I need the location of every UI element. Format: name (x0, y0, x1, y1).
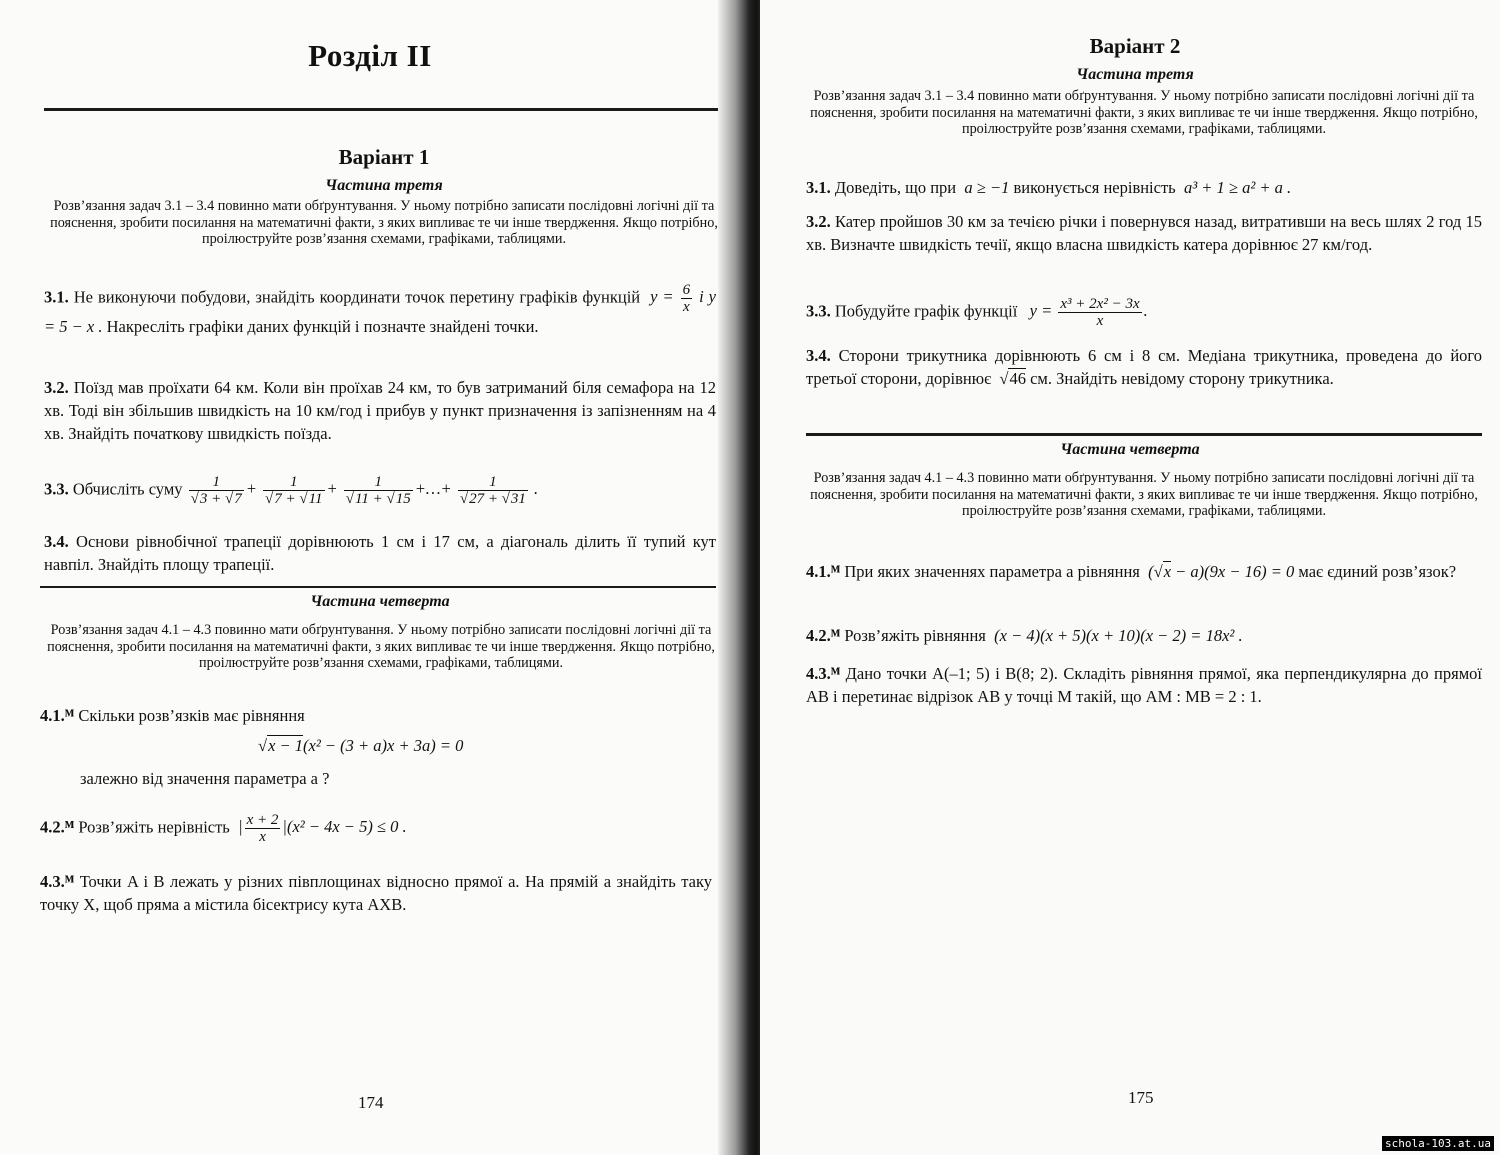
task-number: 3.2. (44, 378, 69, 397)
function-3-3: y = $\frac{\text{x³ + 2x² − 3x}}{x}$ . (1021, 296, 1148, 329)
divider (40, 586, 716, 588)
task-text: Побудуйте графік функції (834, 301, 1018, 321)
task-text: Обчисліть суму (72, 479, 183, 499)
task-3-2 (44, 376, 716, 445)
formula-1: y = $\frac{6}{x}$ і y = 5 − x . (44, 282, 716, 336)
task-4-2 (806, 624, 1482, 647)
task-number: 3.1. (44, 287, 69, 307)
sum-formula: $\frac{1}{√3 + √7}$ + $\frac{1}{√7 + √11}$ + $\frac{1}{√11 + √15}$ +…+ $\frac{1}{√27 + √31}$ . (190, 474, 539, 507)
section-title: Розділ II (308, 38, 432, 73)
task-text: Розв’яжіть рівняння (844, 626, 986, 645)
task-text: Поїзд мав проїхати 64 км. Коли він проїхав 24 км, то був затриманий біля семафора на 12 хв. Тоді він збільшив швидкість на 10 км/год і прибув у пункт призначення із запізненням на 4 хв. Знайдіть початкову швидкість поїзда. (44, 378, 717, 443)
equation-4-1: (√x − a)(9x − 16) = 0 (1144, 562, 1299, 581)
task-text: Сторони трикутника дорівнюють 6 см і 8 см. Медіана трикутника, проведена до його третьої сторони, дорівнює (806, 346, 1483, 388)
variant-title: Варіант 2 (1089, 34, 1181, 58)
task-3-1 (44, 282, 716, 338)
task-3-3 (806, 296, 1482, 329)
page-number: 175 (1128, 1088, 1154, 1107)
task-3-3 (44, 474, 716, 507)
task-text: Основи рівнобічної трапеції дорівнюють 1 см і 17 см, а діагональ ділить її тупий кут навпіл. Знайдіть площу трапеції. (44, 532, 717, 574)
part3-title: Частина третя (325, 177, 443, 194)
part4-intro: Розв’язання задач 4.1 – 4.3 повинно мати обґрунтування. У ньому потрібно записати послідовні логічні дії та пояснення, зробити посилання на математичні факти, з яких випливає те чи інше твердження. Якщо потрібно, проілюструйте розв’язання схемами, графіками, таблицями. (47, 622, 715, 671)
task-4-2 (40, 812, 716, 845)
part3-intro: Розв’язання задач 3.1 – 3.4 повинно мати обґрунтування. У ньому потрібно записати послідовні логічні дії та пояснення, зробити посилання на математичні факти, з яких випливає те чи інше твердження. Якщо потрібно, проілюструйте розв’язання схемами, графіками, таблицями. (810, 88, 1478, 137)
inequality-3-1: a³ + 1 ≥ a² + a . (1179, 178, 1292, 197)
task-number: 4.3.ᴹ (806, 664, 841, 683)
inequality-4-2: | $\frac{x + 2}{x}$ |(x² − 4x − 5) ≤ 0 . (233, 812, 407, 845)
equation-4-1: √x − 1(x² − (3 + a)x + 3a) = 0 (258, 736, 464, 755)
divider (806, 433, 1482, 436)
task-number: 4.3.ᴹ (40, 872, 75, 891)
task-text: Точки A і B лежать у різних півплощинах відносно прямої a. На прямій a знайдіть таку точку X, щоб пряма a містила бісектрису кута AXB. (40, 872, 713, 914)
page-number: 174 (358, 1093, 384, 1112)
task-3-2 (806, 210, 1482, 256)
task-number: 3.3. (44, 479, 69, 499)
task-text: Не виконуючи побудови, знайдіть координати точок перетину графіків функцій (73, 287, 641, 307)
task-number: 4.2.ᴹ (806, 626, 841, 645)
equation-4-2: (x − 4)(x + 5)(x + 10)(x − 2) = 18x² . (990, 626, 1243, 645)
task-text-b: має єдиний розв’язок? (1298, 562, 1457, 581)
divider (44, 108, 724, 111)
task-number: 3.4. (806, 346, 831, 365)
sqrt-46: √46 (995, 369, 1026, 388)
task-number: 4.2.ᴹ (40, 817, 75, 837)
task-4-3 (40, 870, 712, 916)
part3-title: Частина третя (1076, 66, 1194, 83)
task-text-b: виконується нерівність (1013, 178, 1176, 197)
task-text: Скільки розв’язків має рівняння (78, 706, 305, 725)
part4-title: Частина четверта (310, 593, 450, 610)
task-number: 3.3. (806, 301, 831, 321)
task-text: При яких значеннях параметра a рівняння (844, 562, 1140, 581)
task-text: Дано точки A(–1; 5) і B(8; 2). Складіть рівняння прямої, яка перпендикулярна до прямої AB і перетинає відрізок AB у точці M такій, що AM : MB = 2 : 1. (806, 664, 1482, 706)
task-text: Доведіть, що при (834, 178, 957, 197)
task-4-3 (806, 662, 1482, 708)
task-4-1-b: залежно від значення параметра a ? (80, 769, 330, 788)
task-text-b: см. Знайдіть невідому сторону трикутника. (1030, 369, 1334, 388)
right-page (760, 0, 1500, 1155)
task-number: 3.2. (806, 212, 831, 231)
task-3-4 (44, 530, 716, 576)
part4-title: Частина четверта (1060, 441, 1200, 458)
task-4-1 (40, 704, 716, 727)
task-number: 3.4. (44, 532, 69, 551)
left-page (0, 0, 740, 1155)
task-4-1 (806, 560, 1482, 583)
part4-intro: Розв’язання задач 4.1 – 4.3 повинно мати обґрунтування. У ньому потрібно записати послідовні логічні дії та пояснення, зробити посилання на математичні факти, з яких випливає те чи інше твердження. Якщо потрібно, проілюструйте розв’язання схемами, графіками, таблицями. (810, 470, 1478, 519)
task-3-1 (806, 176, 1482, 199)
site-watermark: schola-103.at.ua (1382, 1136, 1494, 1151)
task-number: 4.1.ᴹ (40, 706, 75, 725)
formula-3-1: a ≥ −1 (960, 178, 1014, 197)
task-number: 3.1. (806, 178, 831, 197)
task-3-4 (806, 344, 1482, 390)
task-text: Катер пройшов 30 км за течією річки і повернувся назад, витративши на весь шлях 2 год 15 хв. Визначте швидкість течії, якщо власна швидкість катера дорівнює 27 км/год. (806, 212, 1482, 254)
part3-intro: Розв’язання задач 3.1 – 3.4 повинно мати обґрунтування. У ньому потрібно записати послідовні логічні дії та пояснення, зробити посилання на математичні факти, з яких випливає те чи інше твердження. Якщо потрібно, проілюструйте розв’язання схемами, графіками, таблицями. (50, 198, 718, 247)
task-text: Розв’яжіть нерівність (78, 817, 230, 837)
task-number: 4.1.ᴹ (806, 562, 841, 581)
variant-title: Варіант 1 (338, 145, 430, 169)
task-text-b: Накресліть графіки даних функцій і позначте знайдені точки. (106, 317, 539, 336)
